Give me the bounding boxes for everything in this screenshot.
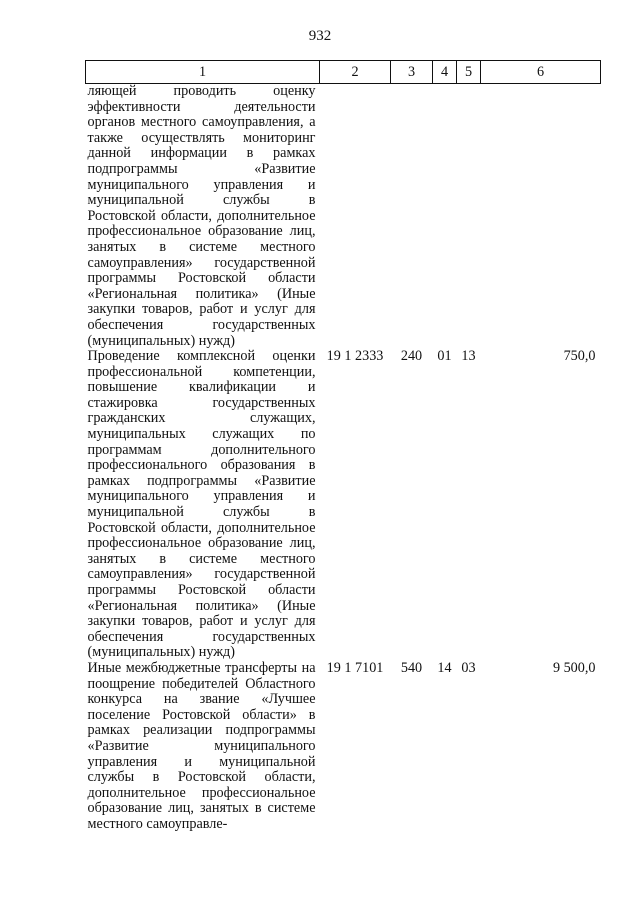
table-row	[86, 661, 601, 833]
row-amount: 9 500,0	[552, 659, 596, 676]
row-code: 19 1 7101	[326, 659, 384, 676]
header-col-3: 3	[391, 61, 433, 84]
row-col5: 03	[461, 659, 476, 676]
page-number: 932	[308, 28, 332, 44]
row-col3	[391, 84, 433, 350]
row-col4: 14	[437, 659, 452, 676]
row-col3: 240	[400, 348, 423, 365]
header-col-2: 2	[320, 61, 391, 84]
row-code: 19 1 2333	[326, 348, 384, 365]
row-description: ляющей проводить оценку эффективности деятельности органов местного самоуправления, а также осуществлять мониторинг данной информации в рамках подпрограммы «Развитие муниципального управления и муниципальной службы в Ростовской области, дополнительное профессиональное образование лиц, занятых в системе местного самоуправления» государственной программы Ростовской области «Региональная политика» (Иные закупки товаров, работ и услуг для обеспечения государственных (муниципальных) нужд)	[87, 83, 316, 349]
row-col5	[457, 84, 481, 350]
header-col-6: 6	[481, 61, 601, 84]
budget-table	[85, 60, 601, 833]
row-col4	[433, 84, 457, 350]
row-col5: 13	[461, 348, 476, 365]
table-row	[86, 349, 601, 661]
row-description: Проведение комплексной оценки профессиональной компетенции, повышение квалификации и стажировка государственных гражданских служащих, муниципальных служащих по программам дополнительного профессионального образования в рамках подпрограммы «Развитие муниципального управления и муниципальной службы в Ростовской области, дополнительное профессиональное образование лиц, занятых в системе местного самоуправления» государственной программы Ростовской области «Региональная политика» (Иные закупки товаров, работ и услуг для обеспечения государственных (муниципальных) нужд)	[87, 348, 316, 661]
row-amount: 750,0	[563, 348, 596, 365]
row-col3: 540	[400, 659, 423, 676]
table-row	[86, 84, 601, 350]
header-col-1: 1	[86, 61, 320, 84]
row-description: Иные межбюджетные трансферты на поощрение победителей Областного конкурса на звание «Лучшее поселение Ростовской области» в рамках реализации подпрограммы «Развитие муниципального управления и муниципальной службы в Ростовской области, дополнительное профессиональное образование лиц, занятых в системе местного самоуправле-	[87, 659, 316, 832]
row-amount	[481, 84, 601, 350]
header-col-4: 4	[433, 61, 457, 84]
row-col4: 01	[437, 348, 452, 365]
header-col-5: 5	[457, 61, 481, 84]
row-code	[320, 84, 391, 350]
table-header	[86, 61, 601, 84]
